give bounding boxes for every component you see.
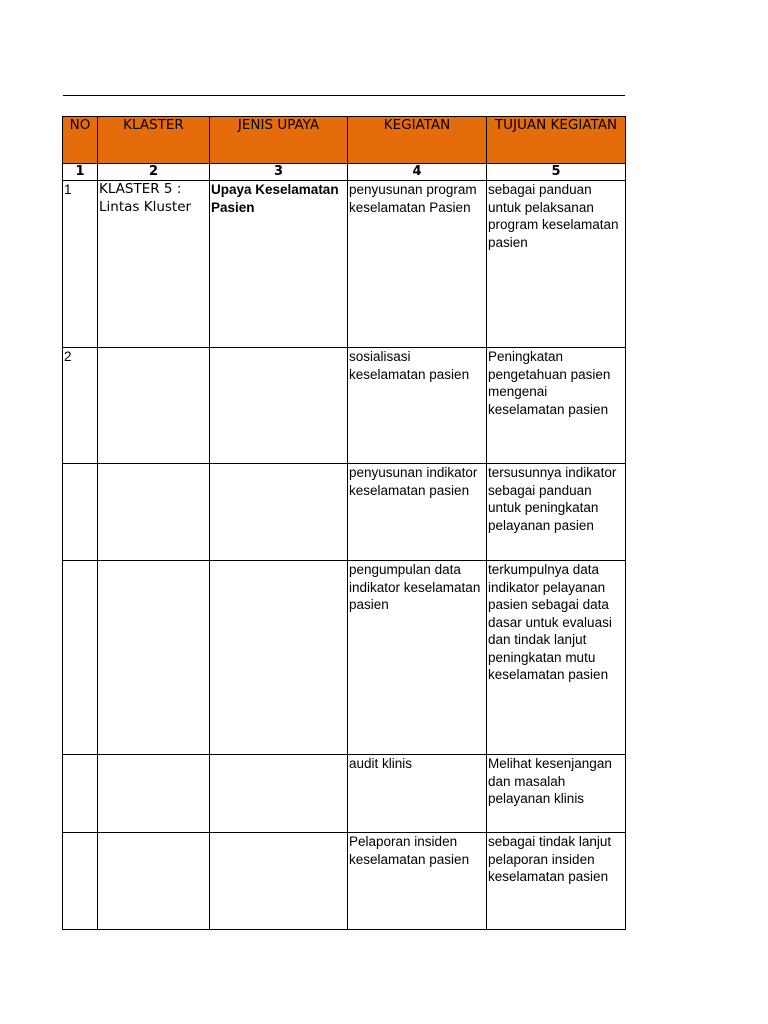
column-number: 5 bbox=[487, 164, 626, 181]
row-kegiatan: pengumpulan data indikator keselamatan pasien bbox=[348, 561, 487, 755]
row-kegiatan: penyusunan program keselamatan Pasien bbox=[348, 181, 487, 348]
table-row bbox=[63, 755, 626, 833]
header-tujuan-kegiatan: TUJUAN KEGIATAN bbox=[487, 117, 626, 164]
row-jenis-upaya bbox=[210, 833, 348, 930]
table-row bbox=[63, 833, 626, 930]
row-kegiatan: Pelaporan insiden keselamatan pasien bbox=[348, 833, 487, 930]
table-row bbox=[63, 181, 626, 348]
row-tujuan: sebagai tindak lanjut pelaporan insiden keselamatan pasien bbox=[487, 833, 626, 930]
row-tujuan: Melihat kesenjangan dan masalah pelayanan klinis bbox=[487, 755, 626, 833]
row-tujuan: Peningkatan pengetahuan pasien mengenai keselamatan pasien bbox=[487, 348, 626, 464]
row-no bbox=[63, 561, 98, 755]
column-number-row bbox=[63, 164, 626, 181]
column-number: 4 bbox=[348, 164, 487, 181]
header-no: NO bbox=[63, 117, 98, 164]
top-rule bbox=[63, 95, 625, 96]
column-number: 1 bbox=[63, 164, 98, 181]
table-row bbox=[63, 348, 626, 464]
row-no bbox=[63, 464, 98, 561]
row-tujuan: tersusunnya indikator sebagai panduan untuk peningkatan pelayanan pasien bbox=[487, 464, 626, 561]
column-number: 3 bbox=[210, 164, 348, 181]
table-row bbox=[63, 561, 626, 755]
row-kegiatan: sosialisasi keselamatan pasien bbox=[348, 348, 487, 464]
header-klaster: KLASTER bbox=[98, 117, 210, 164]
row-klaster bbox=[98, 464, 210, 561]
row-klaster bbox=[98, 833, 210, 930]
row-tujuan: terkumpulnya data indikator pelayanan pasien sebagai data dasar untuk evaluasi dan tindak lanjut peningkatan mutu keselamatan pasien bbox=[487, 561, 626, 755]
row-kegiatan: penyusunan indikator keselamatan pasien bbox=[348, 464, 487, 561]
row-kegiatan: audit klinis bbox=[348, 755, 487, 833]
table-row bbox=[63, 464, 626, 561]
column-number: 2 bbox=[98, 164, 210, 181]
row-klaster bbox=[98, 755, 210, 833]
row-jenis-upaya: Upaya Keselamatan Pasien bbox=[210, 181, 348, 348]
row-no bbox=[63, 833, 98, 930]
header-row bbox=[63, 117, 626, 164]
row-no: 1 bbox=[63, 181, 98, 348]
row-jenis-upaya bbox=[210, 561, 348, 755]
row-no bbox=[63, 755, 98, 833]
row-jenis-upaya bbox=[210, 348, 348, 464]
row-tujuan: sebagai panduan untuk pelaksanan program keselamatan pasien bbox=[487, 181, 626, 348]
row-jenis-upaya bbox=[210, 464, 348, 561]
header-kegiatan: KEGIATAN bbox=[348, 117, 487, 164]
row-no: 2 bbox=[63, 348, 98, 464]
activity-table bbox=[62, 116, 626, 930]
row-klaster bbox=[98, 348, 210, 464]
header-jenis-upaya: JENIS UPAYA bbox=[210, 117, 348, 164]
row-jenis-upaya bbox=[210, 755, 348, 833]
row-klaster bbox=[98, 561, 210, 755]
row-klaster: KLASTER 5 : Lintas Kluster bbox=[98, 181, 210, 348]
